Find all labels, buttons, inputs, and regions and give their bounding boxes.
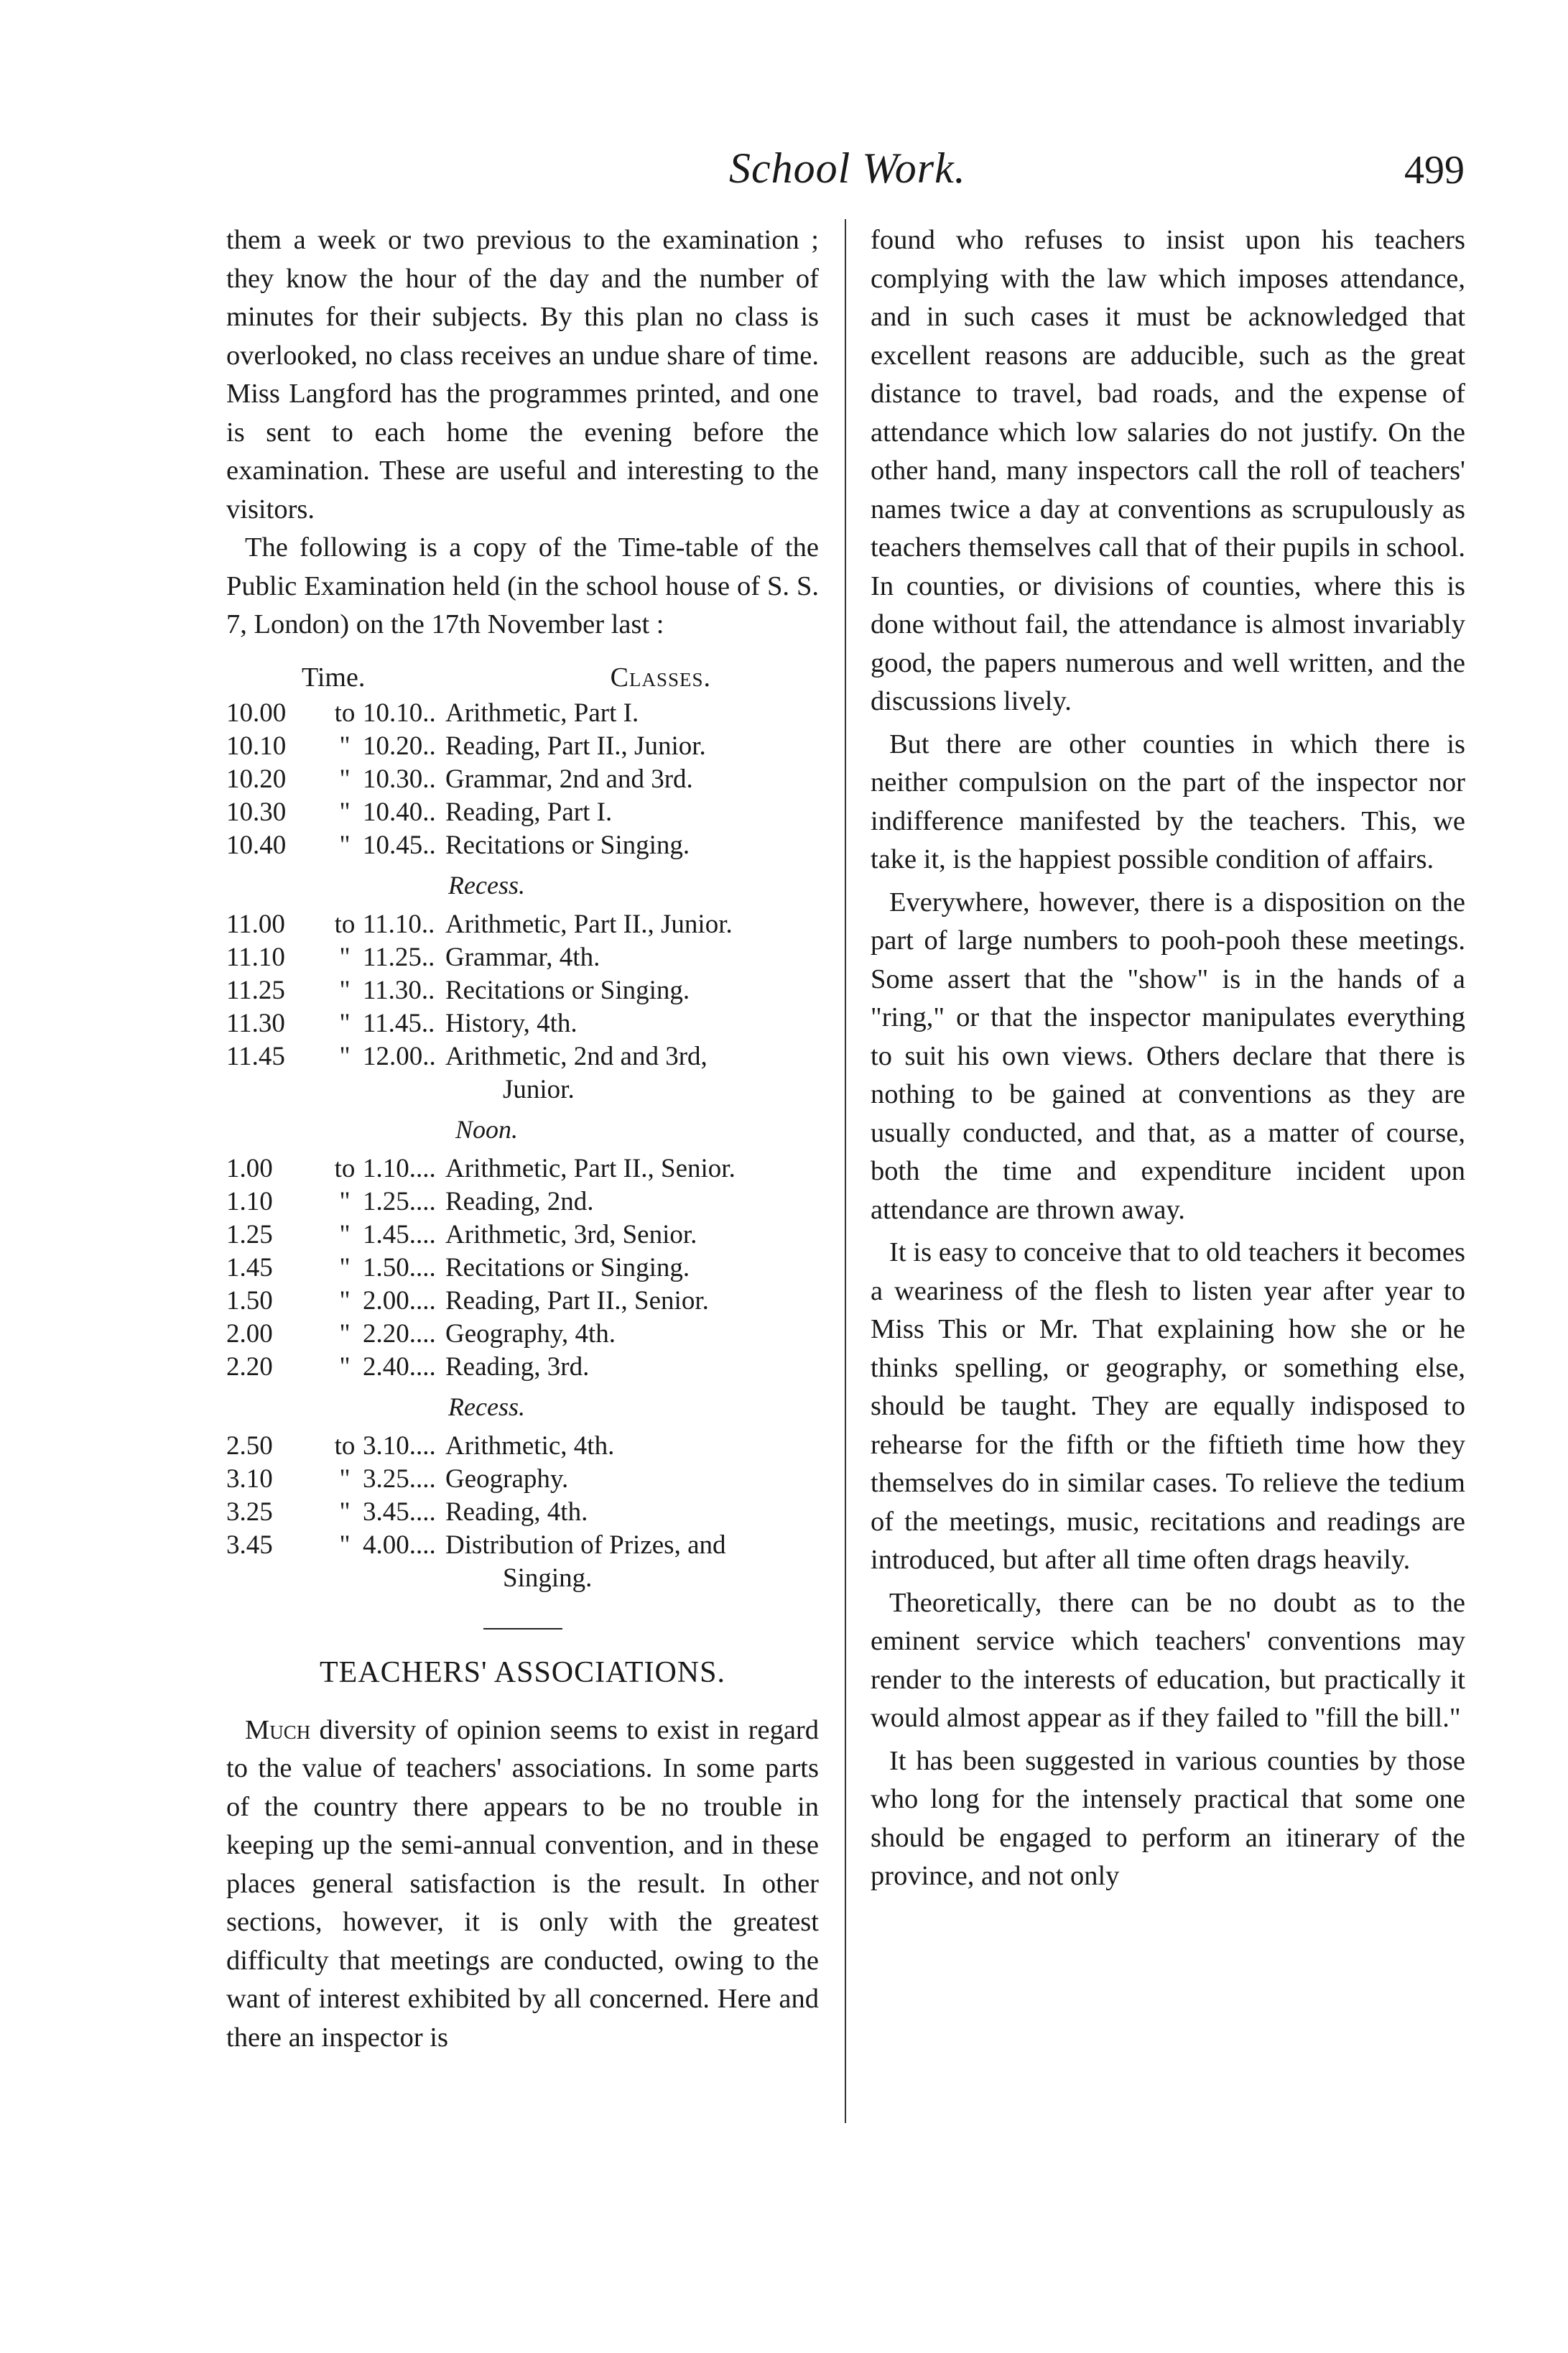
time-end: 2.00....: [363, 1286, 436, 1316]
paragraph-other-counties: But there are other counties in which there is neither compulsion on the part of the inspector nor indifference manifested by the teachers. This, we take it, is the happiest possible condition of affairs.: [871, 729, 1465, 874]
time-separator: ": [339, 1187, 351, 1216]
paragraph-suggested: It has been suggested in various counties by those who long for the intensely practical that some one should be engaged to perform an itinerary of the province, and not only: [871, 1745, 1465, 1891]
time-end: 1.45....: [363, 1220, 436, 1249]
time-end: 11.10..: [363, 910, 435, 939]
class-subject: Grammar, 2nd and 3rd.: [445, 764, 693, 794]
time-table-row: [226, 1318, 819, 1351]
right-column: [871, 221, 1465, 1896]
time-start: 10.30: [226, 798, 287, 827]
time-table-block-late-afternoon: [226, 1430, 819, 1562]
class-subject: Grammar, 4th.: [445, 943, 600, 972]
time-separator: ": [339, 1319, 351, 1349]
time-table-continuation: Junior.: [503, 1075, 575, 1104]
time-table-row: [226, 1040, 819, 1073]
noon-heading: Noon.: [455, 1115, 518, 1144]
time-table-block-afternoon: [226, 1152, 819, 1384]
following-paragraph: The following is a copy of the Time-table of the Public Examination held (in the school house of S. S. 7, London) on the 17th November last :: [226, 532, 819, 639]
time-end: 3.45....: [363, 1497, 436, 1527]
class-subject: Arithmetic, Part II., Junior.: [445, 910, 733, 939]
class-subject: Reading, Part II., Senior.: [445, 1286, 709, 1316]
time-end: 2.20....: [363, 1319, 436, 1349]
time-separator: ": [339, 1042, 351, 1071]
time-table-row: [226, 1496, 819, 1529]
time-separator: ": [339, 943, 351, 972]
time-table-row: [226, 697, 819, 730]
time-end: 10.45..: [363, 831, 436, 860]
class-subject: Reading, 2nd.: [445, 1187, 594, 1216]
time-end: 10.20..: [363, 731, 436, 761]
time-separator: ": [339, 1220, 351, 1249]
time-table-row: [226, 908, 819, 941]
page-number: 499: [1404, 148, 1465, 193]
time-separator: to: [334, 910, 356, 939]
time-start: 11.10: [226, 943, 285, 972]
time-start: 3.10: [226, 1464, 273, 1494]
time-table-header: [226, 659, 819, 698]
time-start: 11.45: [226, 1042, 285, 1071]
classes-column-heading: Classes.: [610, 662, 711, 693]
time-end: 11.25..: [363, 943, 435, 972]
intro-paragraph: them a week or two previous to the examination ; they know the hour of the day and the number of minutes for their subjects. By this plan no class is overlooked, no class receives an undue share of time. Miss Langford has the programmes printed, and one is sent to each home the evening before the examination. These are useful and interesting to the visitors.: [226, 225, 819, 524]
time-table-row: [226, 730, 819, 763]
time-table-row: [226, 1252, 819, 1285]
time-table-row: [226, 1463, 819, 1496]
section-paragraph: [226, 1711, 819, 2058]
time-separator: ": [339, 831, 351, 860]
time-separator: ": [339, 1009, 351, 1038]
time-separator: ": [339, 1530, 351, 1560]
time-separator: ": [339, 764, 351, 794]
time-end: 1.25....: [363, 1187, 436, 1216]
time-table-row: [226, 974, 819, 1007]
column-divider: [845, 219, 846, 2123]
class-subject: Arithmetic, Part II., Senior.: [445, 1154, 736, 1183]
class-subject: Reading, 3rd.: [445, 1352, 590, 1382]
time-separator: ": [339, 1286, 351, 1316]
time-table-row: [226, 1430, 819, 1463]
class-subject: Reading, 4th.: [445, 1497, 588, 1527]
time-start: 10.10: [226, 731, 287, 761]
recess-heading: Recess.: [448, 871, 525, 900]
time-end: 12.00..: [363, 1042, 436, 1071]
time-separator: ": [339, 798, 351, 827]
time-end: 11.45..: [363, 1009, 435, 1038]
class-subject: Distribution of Prizes, and: [445, 1530, 726, 1560]
time-start: 3.25: [226, 1497, 273, 1527]
time-table-row: [226, 1351, 819, 1384]
time-column-heading: Time.: [302, 662, 366, 693]
class-subject: Recitations or Singing.: [445, 976, 690, 1005]
paragraph-disposition: Everywhere, however, there is a disposition on the part of large numbers to pooh-pooh these meetings. Some assert that the "show" is in the hands of a "ring," or that the inspector manipulates everything to suit his own views. Others declare that there is nothing to be gained at conventions as they are usually conducted, and that, as a matter of course, both the time and expenditure incident upon attendance are thrown away.: [871, 887, 1465, 1225]
time-separator: to: [334, 698, 356, 728]
time-end: 10.30..: [363, 764, 436, 794]
time-table-row: [226, 763, 819, 796]
time-start: 1.10: [226, 1187, 273, 1216]
class-subject: Recitations or Singing.: [445, 831, 690, 860]
time-separator: ": [339, 1464, 351, 1494]
time-end: 2.40....: [363, 1352, 436, 1382]
time-separator: ": [339, 1253, 351, 1282]
time-end: 4.00....: [363, 1530, 436, 1560]
time-end: 1.50....: [363, 1253, 436, 1282]
time-table-row: [226, 1285, 819, 1318]
section-body-text: diversity of opinion seems to exist in regard to the value of teachers' associations. In some parts of the country there appears to be no trouble in keeping up the semi-annual convention, and in these places general satisfaction is the result. In other sections, however, it is only with the greatest difficulty that meetings are conducted, owing to the want of interest exhibited by all concerned. Here and there an inspector is: [226, 1714, 820, 2053]
time-table-row: [226, 1185, 819, 1219]
time-table-continuation-final: Singing.: [503, 1563, 593, 1593]
time-end: 11.30..: [363, 976, 435, 1005]
time-table-row: [226, 1152, 819, 1185]
time-start: 11.00: [226, 910, 285, 939]
class-subject: Geography, 4th.: [445, 1319, 616, 1349]
time-end: 3.10....: [363, 1431, 436, 1461]
class-subject: History, 4th.: [445, 1009, 577, 1038]
time-start: 11.30: [226, 1009, 285, 1038]
time-table-block-late-morning: [226, 908, 819, 1073]
time-separator: ": [339, 976, 351, 1005]
time-table-row: [226, 796, 819, 829]
time-end: 1.10....: [363, 1154, 436, 1183]
class-subject: Reading, Part I.: [445, 798, 613, 827]
time-separator: ": [339, 1497, 351, 1527]
time-start: 10.20: [226, 764, 287, 794]
time-table-row: [226, 1007, 819, 1040]
recess-heading-afternoon: Recess.: [448, 1392, 525, 1421]
paragraph-theoretically: Theoretically, there can be no doubt as to the eminent service which teachers' conventions may render to the interests of education, but practically it would almost appear as if they failed to "fill the bill.": [871, 1587, 1465, 1733]
time-table-row: [226, 941, 819, 974]
time-end: 10.40..: [363, 798, 436, 827]
time-separator: ": [339, 1352, 351, 1382]
time-start: 10.00: [226, 698, 287, 728]
time-start: 1.25: [226, 1220, 273, 1249]
time-separator: ": [339, 731, 351, 761]
time-start: 1.45: [226, 1253, 273, 1282]
time-start: 3.45: [226, 1530, 273, 1560]
time-start: 10.40: [226, 831, 287, 860]
time-table: [226, 659, 819, 1596]
section-divider: [483, 1628, 562, 1629]
class-subject: Recitations or Singing.: [445, 1253, 690, 1282]
time-separator: to: [334, 1154, 356, 1183]
time-start: 11.25: [226, 976, 285, 1005]
paragraph-attendance: found who refuses to insist upon his teachers complying with the law which imposes attendance, and in such cases it must be acknowledged that excellent reasons are adducible, such as the great distance to travel, bad roads, and the expense of attendance which low salaries do not justify. On the other hand, many inspectors call the roll of teachers' names twice a day at conventions as scrupulously as teachers themselves call that of their pupils in school. In counties, or divisions of counties, where this is done without fail, the attendance is almost invariably good, the papers numerous and well written, and the discussions lively.: [871, 225, 1465, 716]
class-subject: Arithmetic, 2nd and 3rd,: [445, 1042, 708, 1071]
left-column: [226, 221, 819, 2057]
time-table-row: [226, 829, 819, 862]
time-end: 10.10..: [363, 698, 436, 728]
time-start: 1.00: [226, 1154, 273, 1183]
class-subject: Arithmetic, 3rd, Senior.: [445, 1220, 697, 1249]
running-title: School Work.: [729, 144, 966, 192]
class-subject: Arithmetic, Part I.: [445, 698, 639, 728]
section-title: TEACHERS' ASSOCIATIONS.: [320, 1656, 725, 1689]
time-separator: to: [334, 1431, 356, 1461]
class-subject: Geography.: [445, 1464, 569, 1494]
time-end: 3.25....: [363, 1464, 436, 1494]
paragraph-old-teachers: It is easy to conceive that to old teachers it becomes a weariness of the flesh to listen year after year to Miss This or Mr. That explaining how she or he thinks spelling, or geography, or something else, should be taught. They are equally indisposed to rehearse for the fifth or the fiftieth time how they themselves do in similar cases. To relieve the tedium of the meetings, music, recitations and readings are introduced, but after all time often drags heavily.: [871, 1237, 1465, 1575]
section-lead-word: Much: [245, 1714, 311, 1745]
class-subject: Arithmetic, 4th.: [445, 1431, 615, 1461]
time-start: 2.00: [226, 1319, 273, 1349]
time-table-row: [226, 1529, 819, 1562]
time-start: 1.50: [226, 1286, 273, 1316]
time-table-block-morning: [226, 697, 819, 862]
time-start: 2.50: [226, 1431, 273, 1461]
time-start: 2.20: [226, 1352, 273, 1382]
class-subject: Reading, Part II., Junior.: [445, 731, 706, 761]
time-table-row: [226, 1219, 819, 1252]
